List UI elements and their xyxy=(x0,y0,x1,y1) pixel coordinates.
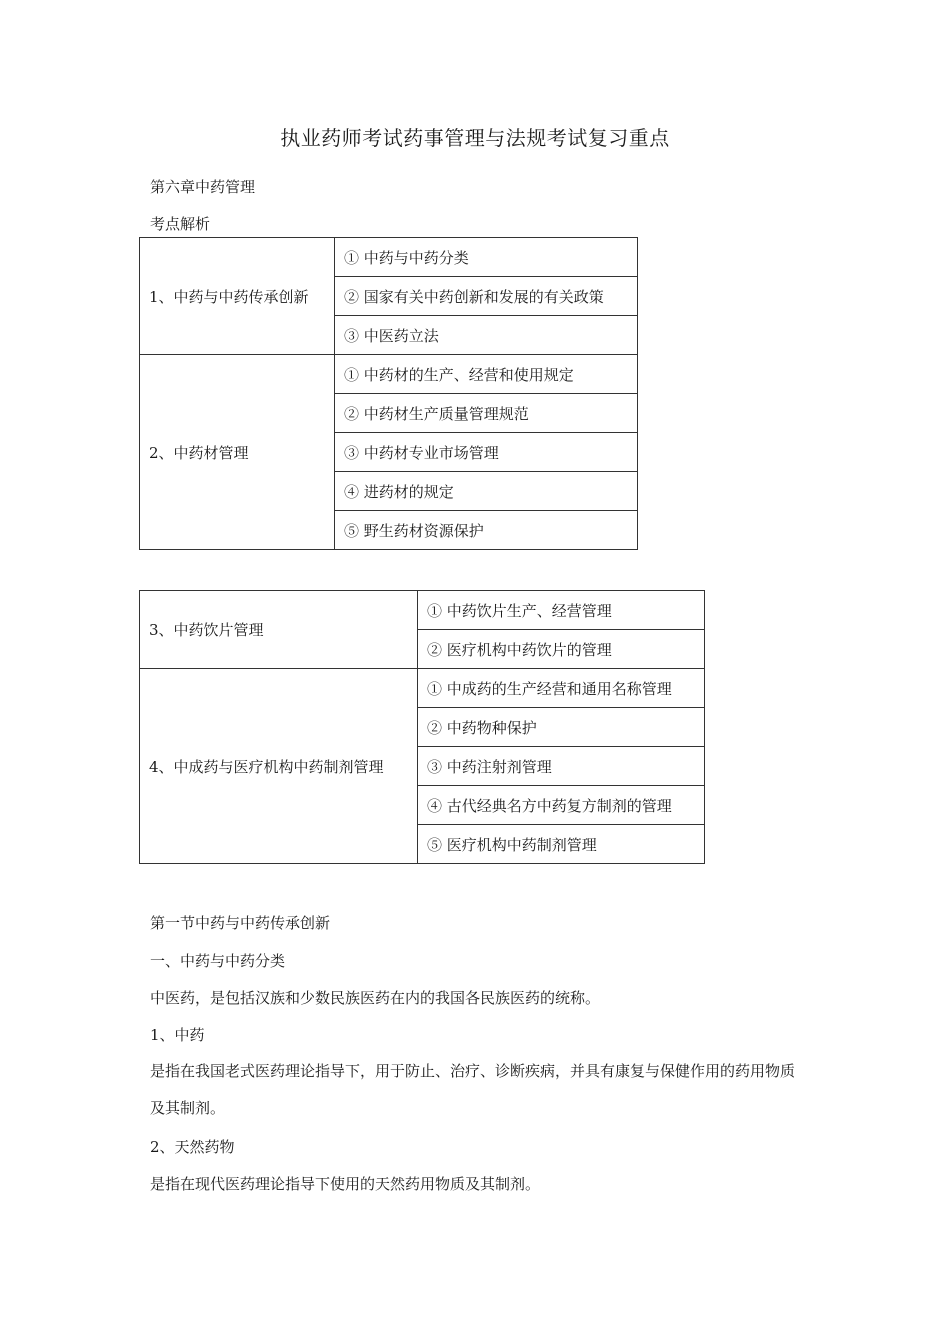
outline-table-2 xyxy=(139,590,705,864)
table-row xyxy=(140,591,705,630)
topic-cell: 1、中药与中药传承创新 xyxy=(140,238,335,355)
item-cell: ② 医疗机构中药饮片的管理 xyxy=(418,630,705,669)
item-cell: ① 中成药的生产经营和通用名称管理 xyxy=(418,669,705,708)
page-title: 执业药师考试药事管理与法规考试复习重点 xyxy=(280,126,670,150)
item-cell: ① 中药与中药分类 xyxy=(335,238,638,277)
term-heading: 2、天然药物 xyxy=(150,1138,235,1156)
item-cell: ③ 中医药立法 xyxy=(335,316,638,355)
item-cell: ② 中药物种保护 xyxy=(418,708,705,747)
table-row xyxy=(140,669,705,708)
chapter-heading: 第六章中药管理 xyxy=(150,178,256,196)
section-heading: 第一节中药与中药传承创新 xyxy=(150,914,331,932)
item-cell: ① 中药饮片生产、经营管理 xyxy=(418,591,705,630)
topic-cell: 2、中药材管理 xyxy=(140,355,335,550)
topic-cell: 3、中药饮片管理 xyxy=(140,591,418,669)
item-cell: ② 国家有关中药创新和发展的有关政策 xyxy=(335,277,638,316)
subsection-heading: 一、中药与中药分类 xyxy=(150,952,286,970)
definition-paragraph: 是指在现代医药理论指导下使用的天然药用物质及其制剂。 xyxy=(150,1175,541,1193)
item-cell: ④ 古代经典名方中药复方制剂的管理 xyxy=(418,786,705,825)
item-cell: ⑤ 野生药材资源保护 xyxy=(335,511,638,550)
item-cell: ⑤ 医疗机构中药制剂管理 xyxy=(418,825,705,864)
table-row xyxy=(140,355,638,394)
item-cell: ① 中药材的生产、经营和使用规定 xyxy=(335,355,638,394)
subheading: 考点解析 xyxy=(150,215,211,233)
definition-paragraph: 是指在我国老式医药理论指导下，用于防止、治疗、诊断疾病，并具有康复与保健作用的药用物质及其制剂。 xyxy=(150,1062,796,1117)
intro-paragraph: 中医药，是包括汉族和少数民族医药在内的我国各民族医药的统称。 xyxy=(150,989,601,1007)
table-row xyxy=(140,238,638,277)
item-cell: ② 中药材生产质量管理规范 xyxy=(335,394,638,433)
item-cell: ④ 进药材的规定 xyxy=(335,472,638,511)
term-heading: 1、中药 xyxy=(150,1026,205,1044)
outline-table-1 xyxy=(139,237,638,550)
topic-cell: 4、中成药与医疗机构中药制剂管理 xyxy=(140,669,418,864)
item-cell: ③ 中药注射剂管理 xyxy=(418,747,705,786)
item-cell: ③ 中药材专业市场管理 xyxy=(335,433,638,472)
